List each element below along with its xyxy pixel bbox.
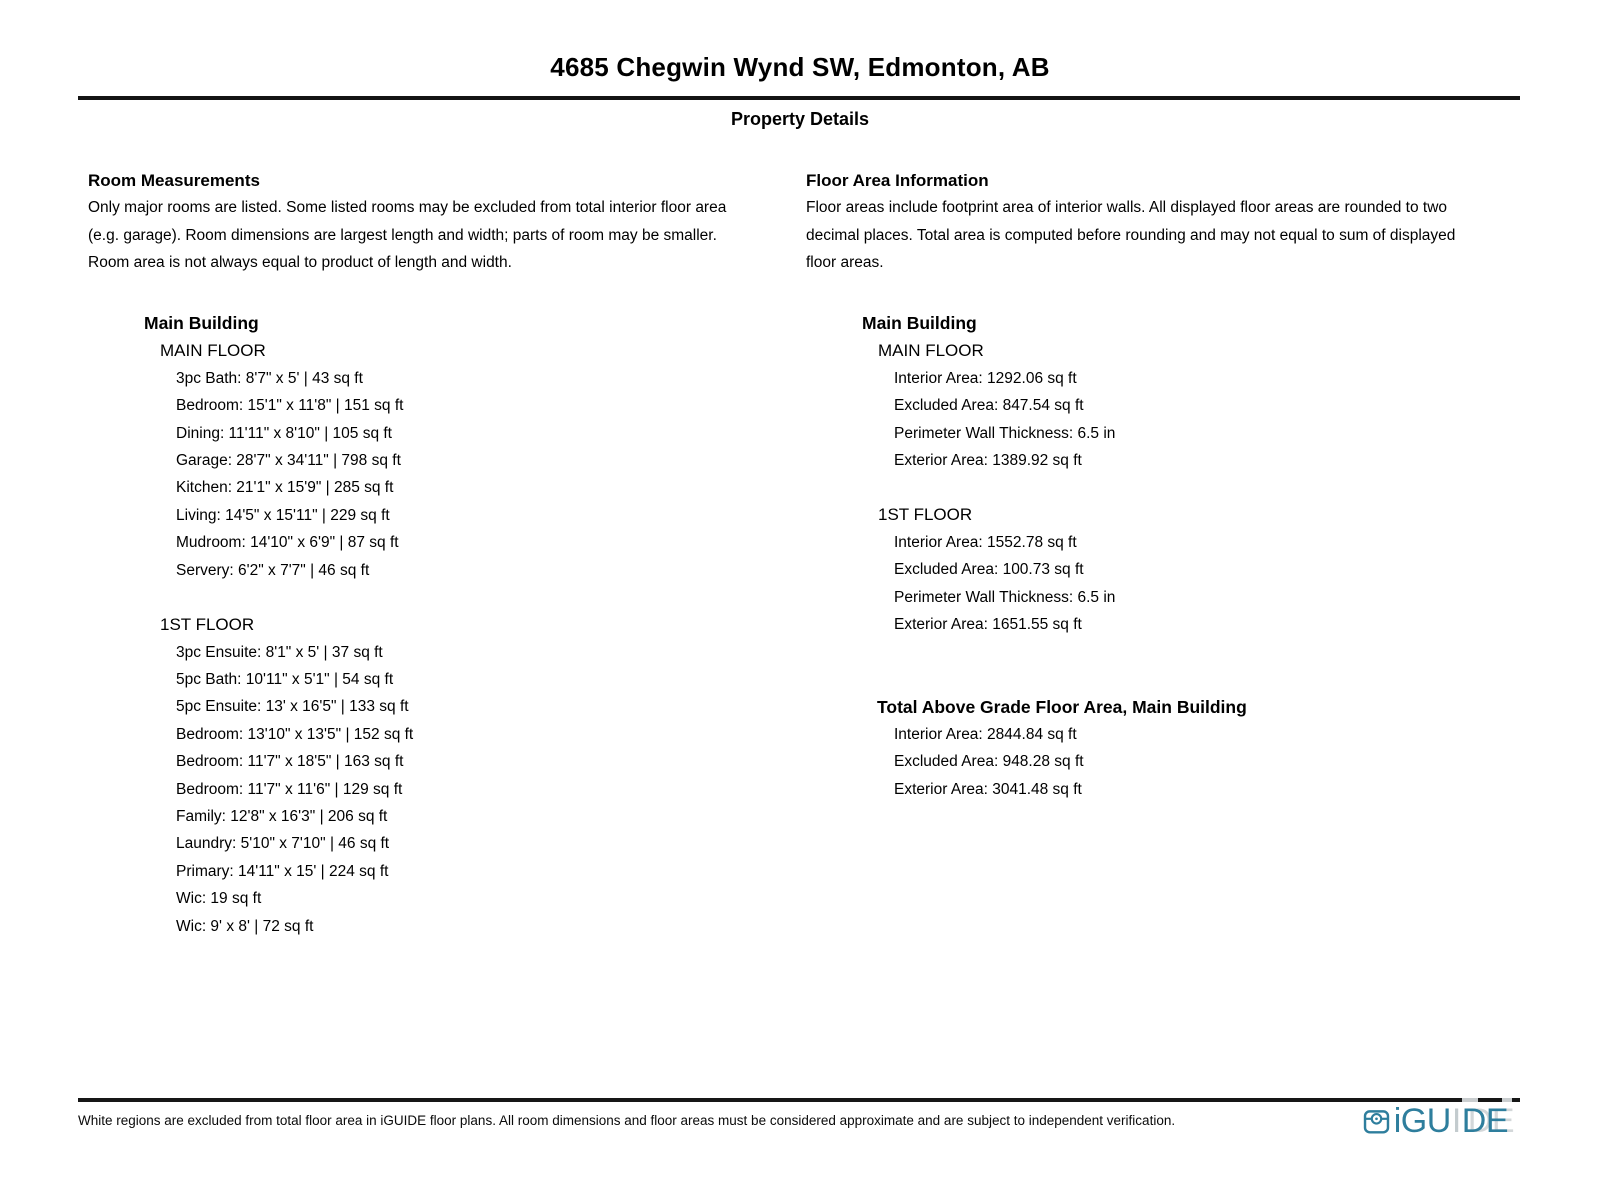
room-item: Bedroom: 13'10" x 13'5" | 152 sq ft (176, 725, 414, 743)
main-floor-block-left (88, 337, 806, 584)
total-area-stat-list (806, 721, 1600, 803)
room-item: Bedroom: 11'7" x 11'6" | 129 sq ft (176, 780, 403, 798)
page-title: 4685 Chegwin Wynd SW, Edmonton, AB (550, 52, 1050, 82)
floor-area-heading: Floor Area Information (806, 171, 989, 190)
description-line: decimal places. Total area is computed before rounding and may not equal to sum of displayed (806, 226, 1456, 244)
logo-text-divider: I (1451, 1102, 1461, 1140)
stat-item: Perimeter Wall Thickness: 6.5 in (894, 588, 1116, 606)
description-line: floor areas. (806, 254, 884, 272)
camera-icon (1363, 1108, 1390, 1135)
logo-wordmark (1394, 1104, 1508, 1138)
building-heading-right: Main Building (862, 312, 977, 333)
room-item: Garage: 28'7" x 34'11" | 798 sq ft (176, 452, 401, 469)
description-line: Room area is not always equal to product of length and width. (88, 254, 512, 272)
stat-item: Excluded Area: 847.54 sq ft (894, 397, 1084, 415)
stat-item: Interior Area: 1292.06 sq ft (894, 369, 1077, 387)
two-column-content (0, 167, 1600, 940)
description-line: Floor areas include footprint area of interior walls. All displayed floor areas are rounded to two (806, 199, 1448, 216)
total-area-heading: Total Above Grade Floor Area, Main Building (877, 696, 1247, 717)
floor-heading-1st-right: 1ST FLOOR (878, 505, 973, 525)
room-item: Primary: 14'11" x 15' | 224 sq ft (176, 862, 389, 880)
first-floor-stat-list (806, 529, 1600, 639)
stat-item: Exterior Area: 3041.48 sq ft (894, 780, 1082, 798)
room-item: Bedroom: 15'1" x 11'8" | 151 sq ft (176, 397, 404, 415)
room-item: 5pc Ensuite: 13' x 16'5" | 133 sq ft (176, 698, 409, 716)
room-item: Living: 14'5" x 15'11" | 229 sq ft (176, 506, 390, 524)
disclaimer-text: White regions are excluded from total floor area in iGUIDE floor plans. All room dimensions and floor areas must be considered approximate and are subject to independent verification. (78, 1113, 1176, 1128)
stat-item: Excluded Area: 948.28 sq ft (894, 753, 1084, 771)
page-subtitle: Property Details (730, 109, 870, 129)
room-item: Bedroom: 11'7" x 18'5" | 163 sq ft (176, 753, 404, 771)
floor-heading-main-right: MAIN FLOOR (878, 341, 984, 361)
room-item: Mudroom: 14'10" x 6'9" | 87 sq ft (176, 534, 399, 552)
room-item: Servery: 6'2" x 7'7" | 46 sq ft (176, 561, 370, 579)
room-measurements-description (88, 194, 806, 277)
room-item: Kitchen: 21'1" x 15'9" | 285 sq ft (176, 479, 394, 497)
title-divider-rule (78, 96, 1520, 100)
main-floor-room-list (88, 365, 806, 584)
total-area-block (806, 694, 1600, 804)
stat-item: Exterior Area: 1651.55 sq ft (894, 616, 1082, 634)
room-item: 5pc Bath: 10'11" x 5'1" | 54 sq ft (176, 670, 394, 688)
logo-text-igu: iGU (1393, 1102, 1451, 1140)
room-item: Family: 12'8" x 16'3" | 206 sq ft (176, 807, 388, 825)
stat-item: Excluded Area: 100.73 sq ft (894, 561, 1084, 579)
floor-heading-1st: 1ST FLOOR (160, 615, 255, 635)
first-floor-block-left (88, 611, 806, 940)
floor-area-section (806, 167, 1600, 940)
stat-item: Perimeter Wall Thickness: 6.5 in (894, 424, 1116, 442)
room-item: Wic: 9' x 8' | 72 sq ft (176, 917, 314, 935)
stat-item: Interior Area: 2844.84 sq ft (894, 726, 1077, 744)
room-measurements-section (0, 167, 806, 940)
stat-item: Exterior Area: 1389.92 sq ft (894, 452, 1082, 469)
room-item: Dining: 11'11" x 8'10" | 105 sq ft (176, 424, 392, 442)
floor-heading-main: MAIN FLOOR (160, 341, 266, 361)
iguide-logo (1363, 1104, 1508, 1138)
main-floor-block-right (806, 337, 1600, 474)
room-measurements-heading: Room Measurements (88, 171, 260, 190)
room-item: 3pc Bath: 8'7" x 5' | 43 sq ft (176, 369, 363, 387)
first-floor-block-right (806, 501, 1600, 638)
room-item: Laundry: 5'10" x 7'10" | 46 sq ft (176, 835, 390, 853)
main-floor-stat-list (806, 365, 1600, 475)
description-line: (e.g. garage). Room dimensions are largest length and width; parts of room may be smaller. (88, 226, 717, 244)
stat-item: Interior Area: 1552.78 sq ft (894, 533, 1077, 551)
building-heading-left: Main Building (144, 312, 259, 333)
room-item: 3pc Ensuite: 8'1" x 5' | 37 sq ft (176, 643, 383, 661)
room-item: Wic: 19 sq ft (176, 890, 262, 908)
footer-divider-rule (78, 1098, 1520, 1102)
first-floor-room-list (88, 639, 806, 940)
logo-text-de: DE (1461, 1102, 1508, 1140)
floor-area-description (806, 194, 1600, 277)
description-line: Only major rooms are listed. Some listed rooms may be excluded from total interior floor area (88, 199, 727, 216)
